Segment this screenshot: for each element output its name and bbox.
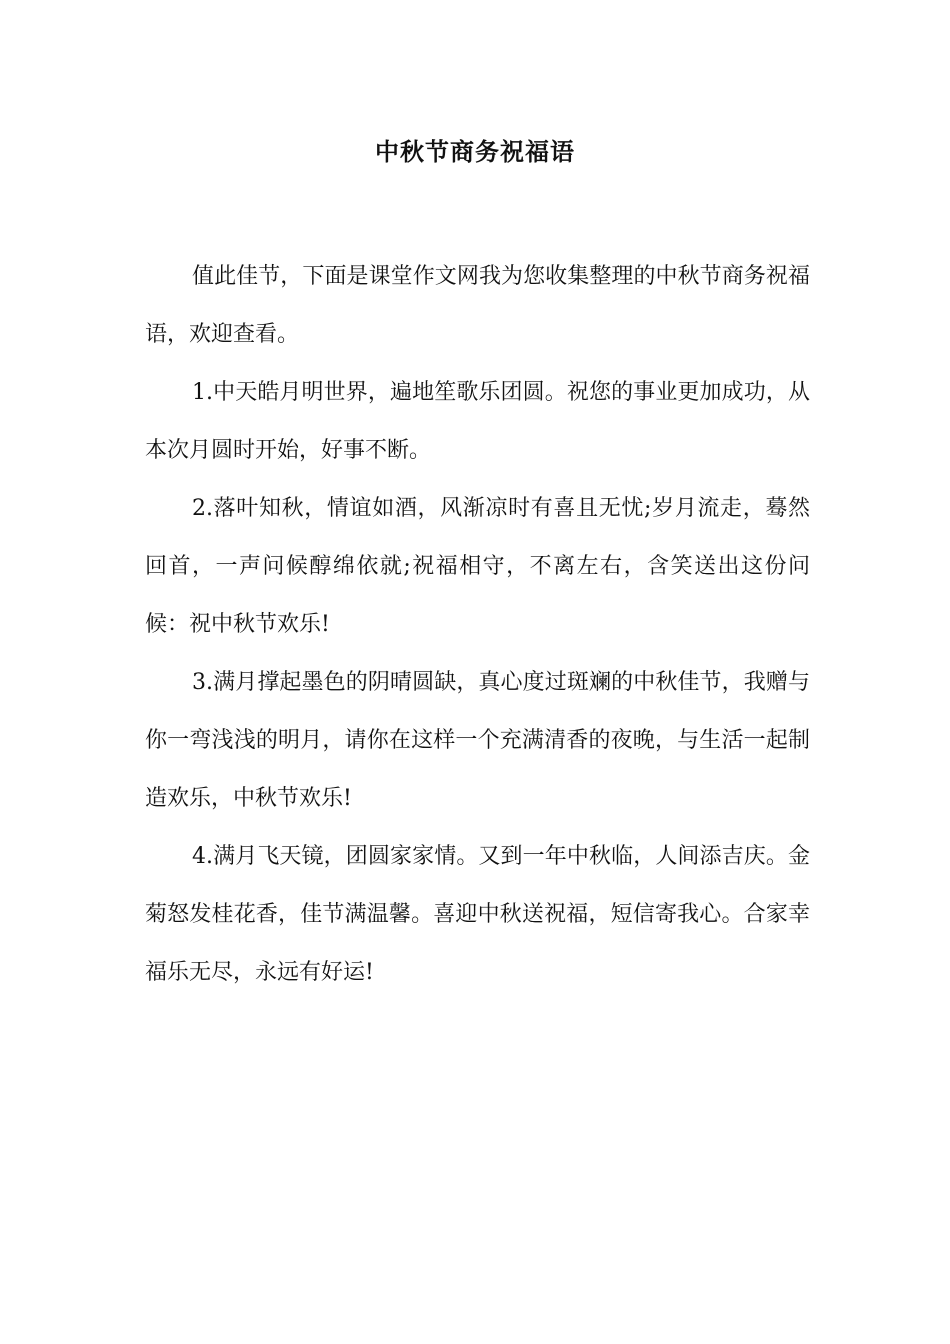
- paragraph-intro: 值此佳节，下面是课堂作文网我为您收集整理的中秋节商务祝福语，欢迎查看。: [145, 264, 810, 347]
- paragraph-item-3: 3.满月撑起墨色的阴晴圆缺，真心度过斑斓的中秋佳节，我赠与你一弯浅浅的明月，请你在这样一个充满清香的夜晚，与生活一起制造欢乐，中秋节欢乐!: [145, 670, 810, 811]
- document-title: 中秋节商务祝福语: [375, 137, 575, 166]
- paragraph-item-2: 2.落叶知秋，情谊如酒，风渐凉时有喜且无忧;岁月流走，蓦然回首，一声问候醇绵依就;祝福相守，不离左右，含笑送出这份问候：祝中秋节欢乐!: [145, 496, 810, 637]
- paragraph-item-4: 4.满月飞天镜，团圆家家情。又到一年中秋临，人间添吉庆。金菊怒发桂花香，佳节满温馨。喜迎中秋送祝福，短信寄我心。合家幸福乐无尽，永远有好运!: [145, 844, 810, 985]
- document-body: [145, 248, 810, 1002]
- paragraph-item-1: 1.中天皓月明世界，遍地笙歌乐团圆。祝您的事业更加成功，从本次月圆时开始，好事不断。: [145, 380, 810, 463]
